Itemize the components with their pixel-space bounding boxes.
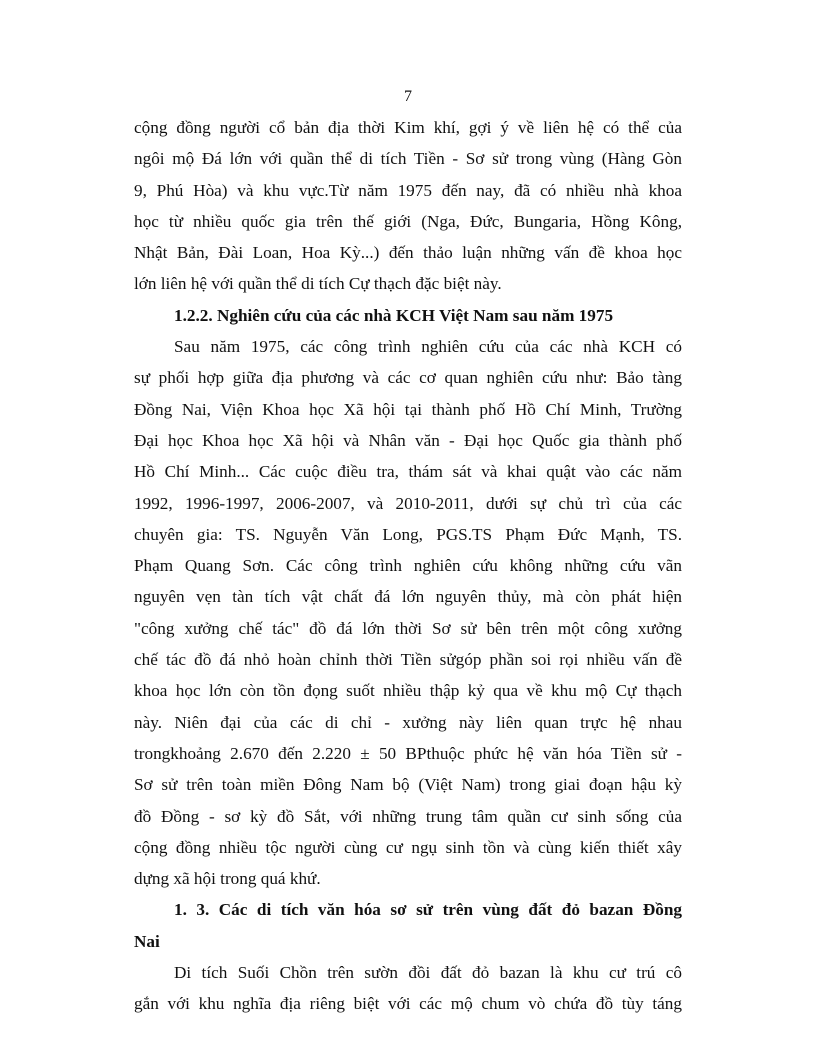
text-line: sự phối hợp giữa địa phương và các cơ quan nghiên cứu như: Bảo tàng: [134, 368, 682, 388]
text-line: học từ nhiều quốc gia trên thế giới (Nga, Đức, Bungaria, Hồng Kông,: [134, 211, 682, 231]
text-line: ngôi mộ Đá lớn với quần thể di tích Tiền - Sơ sử trong vùng (Hàng Gòn: [134, 149, 682, 169]
text-line: trongkhoảng 2.670 đến 2.220 ± 50 BPthuộc phức hệ văn hóa Tiền sử -: [134, 743, 682, 763]
text-line: chuyên gia: TS. Nguyễn Văn Long, PGS.TS Phạm Đức Mạnh, TS.: [134, 524, 682, 544]
text-line: gắn với khu nghĩa địa riêng biệt với các mộ chum vò chứa đồ tùy táng: [134, 994, 682, 1014]
document-body: [134, 112, 682, 1020]
text-line: Phạm Quang Sơn. Các công trình nghiên cứu không những cứu vãn: [134, 556, 682, 576]
paragraph-section-1-2-2: [134, 331, 682, 894]
text-line: "công xưởng chế tác" đồ đá lớn thời Sơ sử bên trên một công xưởng: [134, 618, 682, 638]
text-line: Nhật Bản, Đài Loan, Hoa Kỳ...) đến thảo luận những vấn đề khoa học: [134, 243, 682, 263]
text-line: nguyên vẹn tàn tích vật chất đá lớn nguyên thủy, mà còn phát hiện: [134, 587, 682, 607]
text-line: cộng đồng người cổ bản địa thời Kim khí, gợi ý về liên hệ có thể của: [134, 118, 682, 137]
text-line: Sau năm 1975, các công trình nghiên cứu của các nhà KCH có: [174, 337, 682, 357]
text-line: 9, Phú Hòa) và khu vực.Từ năm 1975 đến nay, đã có nhiều nhà khoa: [134, 180, 682, 200]
section-heading-1-3-continued: Nai: [134, 931, 160, 951]
page-number: 7: [404, 88, 412, 105]
section-heading-1-3: 1. 3. Các di tích văn hóa sơ sử trên vùng đất đỏ bazan Đồng: [174, 900, 682, 920]
text-line: Sơ sử trên toàn miền Đông Nam bộ (Việt Nam) trong giai đoạn hậu kỳ: [134, 775, 682, 795]
text-line: chế tác đồ đá nhỏ hoàn chỉnh thời Tiền sửgóp phần soi rọi nhiều vấn đề: [134, 650, 682, 670]
text-line: lớn liên hệ với quần thể di tích Cự thạch đặc biệt này.: [134, 274, 502, 294]
paragraph-section-1-3: [134, 957, 682, 1020]
text-line: dựng xã hội trong quá khứ.: [134, 869, 321, 889]
text-line: cộng đồng nhiều tộc người cùng cư ngụ sinh tồn và cùng kiến thiết xây: [134, 837, 682, 857]
text-line: khoa học lớn còn tồn đọng suốt nhiều thập kỷ qua về khu mộ Cự thạch: [134, 681, 682, 701]
text-line: Di tích Suối Chồn trên sườn đồi đất đỏ bazan là khu cư trú cô: [174, 963, 682, 983]
text-line: Đại học Khoa học Xã hội và Nhân văn - Đại học Quốc gia thành phố: [134, 430, 682, 450]
section-heading-1-2-2: 1.2.2. Nghiên cứu của các nhà KCH Việt Nam sau năm 1975: [174, 305, 614, 325]
text-line: 1992, 1996-1997, 2006-2007, và 2010-2011, dưới sự chủ trì của các: [134, 493, 682, 513]
text-line: Đồng Nai, Viện Khoa học Xã hội tại thành phố Hồ Chí Minh, Trường: [134, 399, 682, 419]
text-line: đồ Đồng - sơ kỳ đồ Sắt, với những trung tâm quần cư sinh sống của: [134, 806, 682, 826]
text-line: này. Niên đại của các di chỉ - xưởng này liên quan trực hệ nhau: [134, 712, 682, 732]
paragraph-continued: [134, 112, 682, 300]
text-line: Hồ Chí Minh... Các cuộc điều tra, thám sát và khai quật vào các năm: [134, 462, 682, 482]
